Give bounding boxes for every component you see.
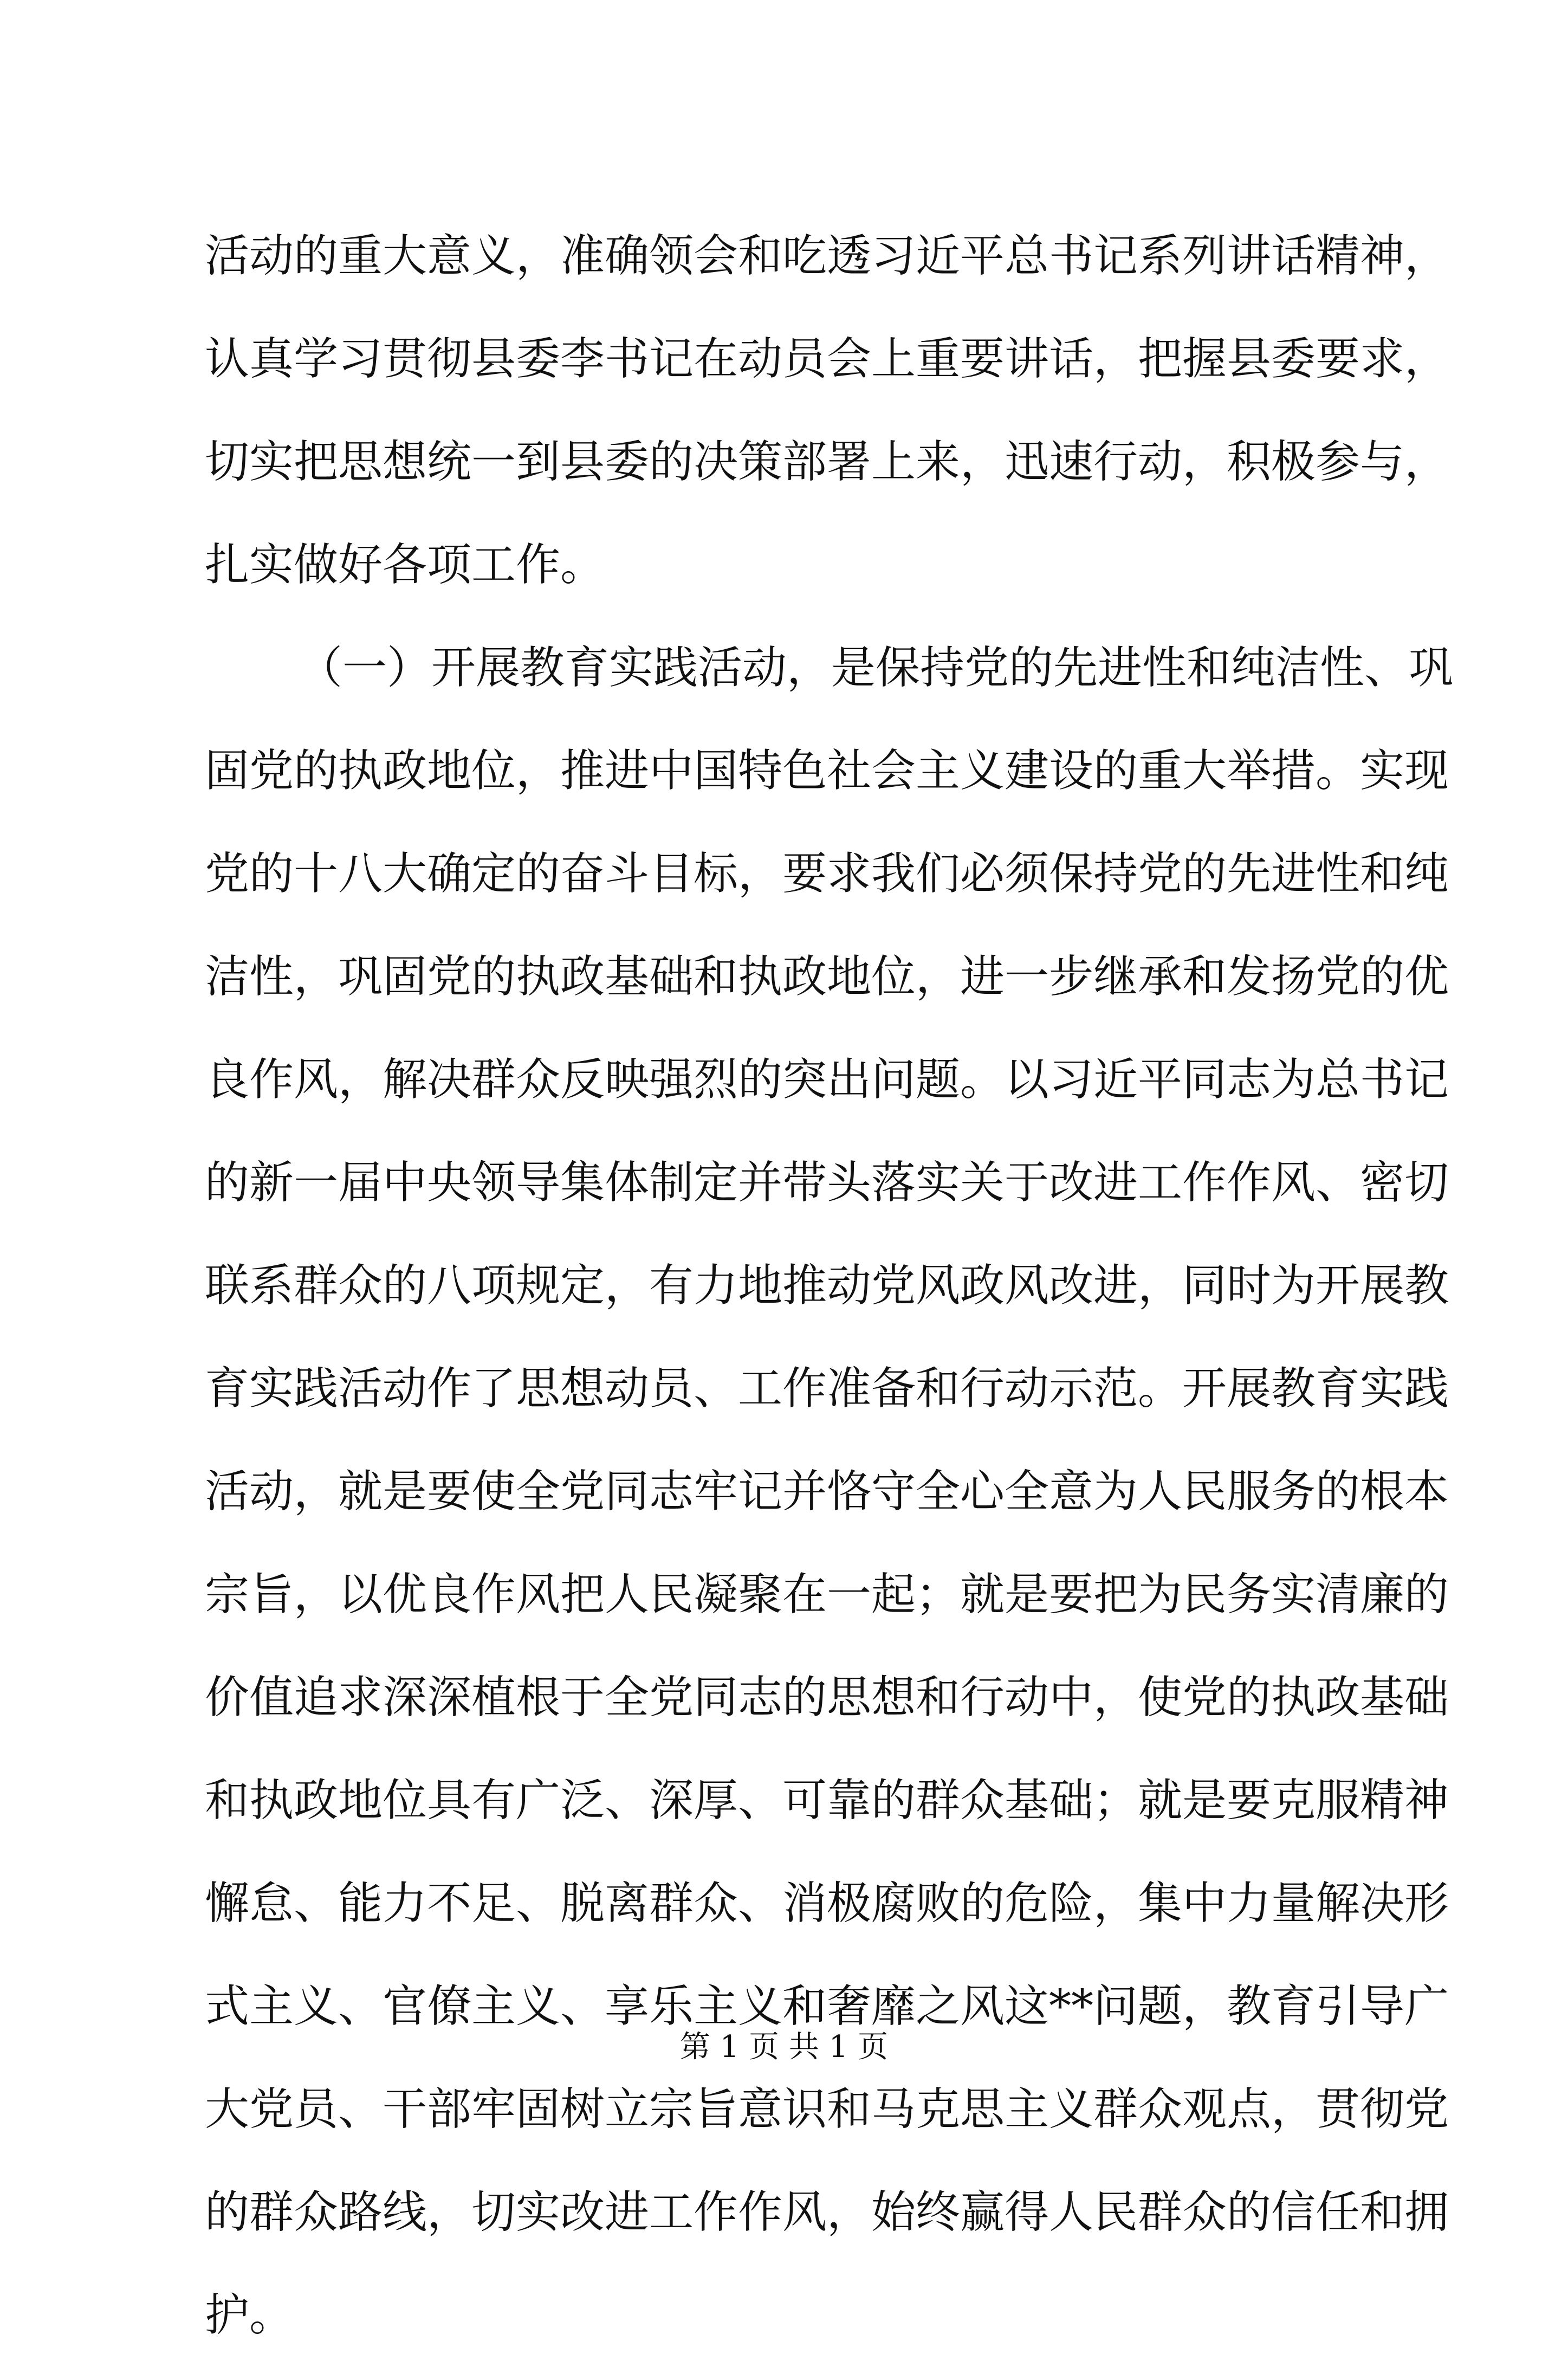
page-footer: 第 1 页 共 1 页 xyxy=(679,2029,889,2065)
paragraph-2-line-1: （一）开展教育实践活动，是保持党的先进性和纯洁性、巩 xyxy=(298,642,1454,694)
paragraph-2-line-12: 和执政地位具有广泛、深厚、可靠的群众基础；就是要克服精神 xyxy=(205,1775,1449,1826)
paragraph-2-line-14: 式主义、官僚主义、享乐主义和奢靡之风这**问题，教育引导广 xyxy=(205,1981,1449,2032)
paragraph-2-line-5: 良作风，解决群众反映强烈的突出问题。以习近平同志为总书记 xyxy=(205,1054,1449,1105)
paragraph-1-line-1: 活动的重大意义，准确领会和吃透习近平总书记系列讲话精神， xyxy=(205,230,1449,282)
paragraph-2-line-17: 护。 xyxy=(205,2290,294,2341)
paragraph-1-line-3: 切实把思想统一到县委的决策部署上来，迅速行动，积极参与， xyxy=(205,436,1449,488)
paragraph-2-line-4: 洁性，巩固党的执政基础和执政地位，进一步继承和发扬党的优 xyxy=(205,951,1449,1003)
paragraph-2-line-10: 宗旨，以优良作风把人民凝聚在一起；就是要把为民务实清廉的 xyxy=(205,1569,1449,1620)
paragraph-2-line-11: 价值追求深深植根于全党同志的思想和行动中，使党的执政基础 xyxy=(205,1672,1449,1723)
paragraph-2-line-3: 党的十八大确定的奋斗目标，要求我们必须保持党的先进性和纯 xyxy=(205,848,1449,900)
paragraph-1-line-4: 扎实做好各项工作。 xyxy=(205,539,605,591)
paragraph-2-line-13: 懈怠、能力不足、脱离群众、消极腐败的危险，集中力量解决形 xyxy=(205,1878,1449,1929)
paragraph-2-line-7: 联系群众的八项规定，有力地推动党风政风改进，同时为开展教 xyxy=(205,1260,1449,1311)
paragraph-2-line-15: 大党员、干部牢固树立宗旨意识和马克思主义群众观点，贯彻党 xyxy=(205,2084,1449,2135)
paragraph-2-line-8: 育实践活动作了思想动员、工作准备和行动示范。开展教育实践 xyxy=(205,1363,1449,1414)
paragraph-2-line-9: 活动，就是要使全党同志牢记并恪守全心全意为人民服务的根本 xyxy=(205,1466,1449,1517)
paragraph-2-line-2: 固党的执政地位，推进中国特色社会主义建设的重大举措。实现 xyxy=(205,745,1449,797)
paragraph-2-line-16: 的群众路线，切实改进工作作风，始终赢得人民群众的信任和拥 xyxy=(205,2187,1449,2238)
paragraph-2-line-6: 的新一届中央领导集体制定并带头落实关于改进工作作风、密切 xyxy=(205,1157,1449,1208)
paragraph-1-line-2: 认真学习贯彻县委李书记在动员会上重要讲话，把握县委要求， xyxy=(205,333,1449,385)
